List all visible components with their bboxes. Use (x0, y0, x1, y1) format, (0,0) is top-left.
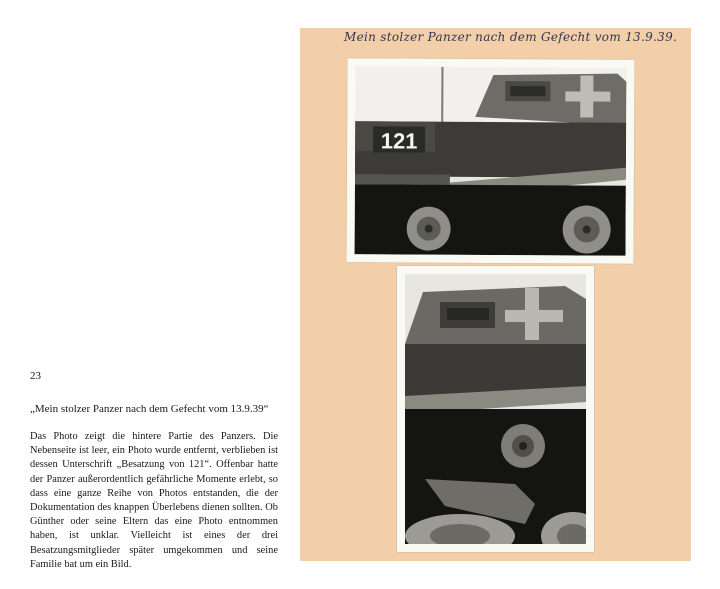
tank-side-image (355, 66, 627, 255)
tank-rear-image (405, 274, 586, 544)
photo-tank-side (346, 58, 634, 263)
body-text: Das Photo zeigt die hintere Partie des Panzers. Die Nebenseite ist leer, ein Photo wurde entfernt, verblieben ist dessen Unterschrift „Besatzung von 121“. Offenbar hatte der Panzer außerordentlich gefährliche Momente erlebt, so dass eine ganze Reihe von Photos entstanden, die der Dokumentation des knappen Überlebens dienen sollten. Ob Günther oder seine Eltern das eine Photo entnommen haben, ist unklar. Vielleicht ist eines der drei Besatzungsmitglieder später umgekommen und seine Familie bat um ein Bild. (30, 431, 278, 570)
caption-quote: „Mein stolzer Panzer nach dem Gefecht vom 13.9.39“ (30, 403, 269, 415)
page-number: 23 (30, 370, 41, 382)
album-inscription: Mein stolzer Panzer nach dem Gefecht vom 13.9.39. (344, 30, 678, 44)
tank-number: 121 (380, 128, 418, 154)
photo-tank-rear (397, 266, 594, 552)
